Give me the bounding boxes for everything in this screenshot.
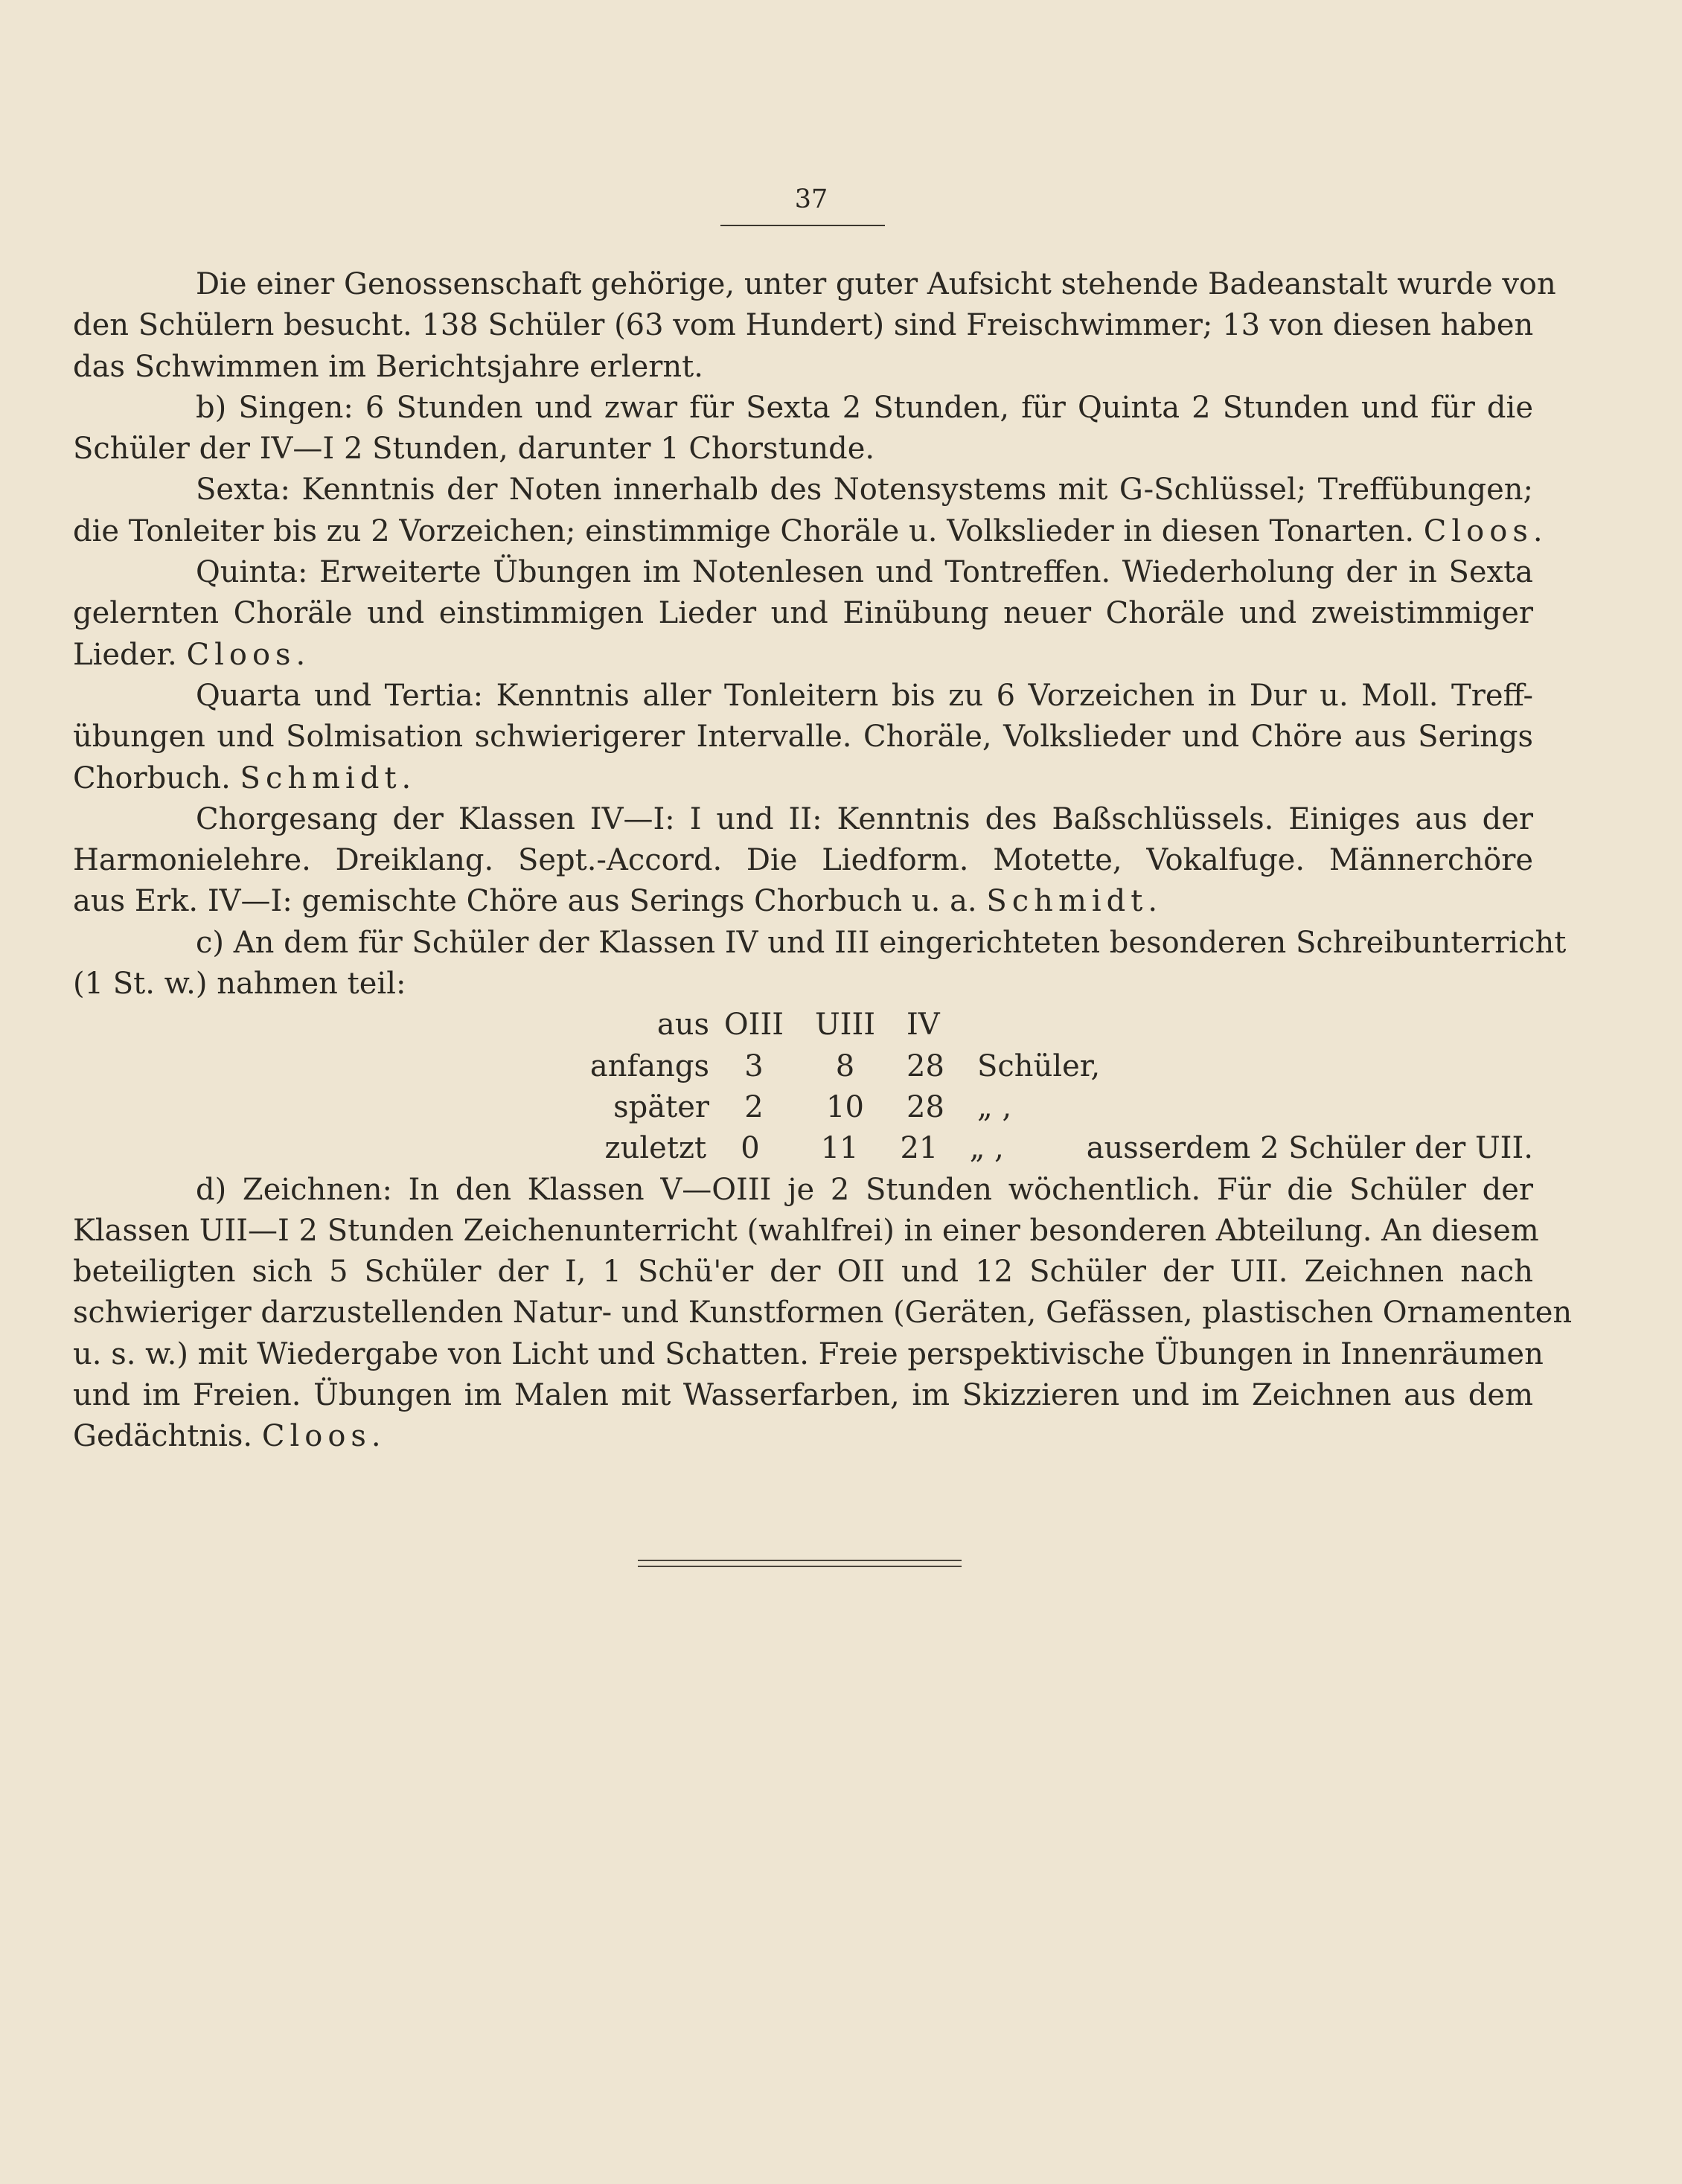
table-cell-iv: 21: [900, 1131, 938, 1166]
table-header-label: aus: [656, 1008, 709, 1043]
line-text: die Tonleiter bis zu 2 Vorzeichen; einstimmige Choräle u. Volkslieder in diesen Tonarten.: [73, 513, 1415, 548]
table-header-oiii: OIII: [723, 1008, 784, 1043]
text-line: c) An dem für Schüler der Klassen IV und III eingerichteten besonderen Schreibunterricht: [196, 925, 1567, 960]
text-line: übungen und Solmisation schwierigerer Intervalle. Choräle, Volkslieder und Chöre aus Serings: [73, 720, 1533, 755]
text-line: Quinta: Erweiterte Übungen im Notenlesen und Tontreffen. Wiederholung der in Sexta: [196, 555, 1533, 590]
table-header-row: [73, 1005, 1533, 1045]
table-cell-unit: Schüler,: [977, 1048, 1101, 1083]
teacher-name: Cloos.: [186, 637, 311, 672]
table-cell-uiii: 10: [826, 1089, 864, 1124]
teacher-name: Cloos.: [261, 1419, 386, 1454]
table-cell-oiii: 2: [744, 1089, 764, 1124]
text-line: Die einer Genossenschaft gehörige, unter guter Aufsicht stehende Badeanstalt wurde von: [196, 267, 1556, 301]
table-row: [73, 1128, 1533, 1169]
text-line: d) Zeichnen: In den Klassen V—OIII je 2 Stunden wöchentlich. Für die Schüler der: [196, 1172, 1533, 1207]
text-line: [73, 635, 1533, 676]
table-cell-oiii: 3: [744, 1048, 764, 1083]
table-header-iv: IV: [906, 1008, 940, 1043]
text-line: Sexta: Kenntnis der Noten innerhalb des Notensystems mit G-Schlüssel; Treffübungen;: [196, 473, 1533, 507]
page-number: 37: [794, 185, 828, 214]
text-line: Harmonielehre. Dreiklang. Sept.-Accord. Die Liedform. Motette, Vokalfuge. Männerchöre: [73, 843, 1533, 878]
teacher-name: Schmidt.: [240, 760, 417, 795]
page-number-rule: [720, 225, 885, 226]
table-row-label: später: [613, 1089, 709, 1124]
table-row-label: zuletzt: [604, 1131, 707, 1166]
text-line: Schüler der IV—I 2 Stunden, darunter 1 Chorstunde.: [73, 432, 875, 467]
line-text: Lieder.: [73, 637, 177, 672]
table-cell-unit: „ ,: [977, 1089, 1012, 1124]
text-line: schwieriger darzustellenden Natur- und Kunstformen (Geräten, Gefässen, plastischen Ornamenten: [73, 1296, 1573, 1330]
table-cell-iv: 28: [906, 1089, 944, 1124]
text-line: gelernten Choräle und einstimmigen Lieder und Einübung neuer Choräle und zweistimmiger: [73, 596, 1533, 631]
closing-double-rule: [638, 1560, 962, 1567]
table-cell-oiii: 0: [741, 1131, 760, 1166]
text-line: Klassen UII—I 2 Stunden Zeichenunterricht (wahlfrei) in einer besonderen Abteilung. An diesem: [73, 1213, 1539, 1248]
text-line: b) Singen: 6 Stunden und zwar für Sexta 2 Stunden, für Quinta 2 Stunden und für die: [196, 390, 1533, 425]
text-line: beteiligten sich 5 Schüler der I, 1 Schü'er der OII und 12 Schüler der UII. Zeichnen nach: [73, 1255, 1533, 1290]
text-line: [73, 511, 1548, 552]
table-cell-uiii: 11: [820, 1131, 859, 1166]
table-cell-note: ausserdem 2 Schüler der UII.: [1086, 1131, 1533, 1166]
teacher-name: Cloos.: [1423, 513, 1548, 548]
text-line: [73, 881, 1533, 922]
text-line: Quarta und Tertia: Kenntnis aller Tonleitern bis zu 6 Vorzeichen in Dur u. Moll. Treff-: [196, 678, 1533, 713]
text-line: und im Freien. Übungen im Malen mit Wasserfarben, im Skizzieren und im Zeichnen aus dem: [73, 1378, 1533, 1413]
table-cell-uiii: 8: [835, 1048, 855, 1083]
text-line: das Schwimmen im Berichtsjahre erlernt.: [73, 349, 703, 384]
text-line: [73, 1416, 1533, 1457]
text-line: u. s. w.) mit Wiedergabe von Licht und Schatten. Freie perspektivische Übungen in Innenräumen: [73, 1336, 1544, 1371]
line-text: Gedächtnis.: [73, 1419, 253, 1454]
table-row: [73, 1046, 1533, 1087]
table-header-uiii: UIII: [814, 1008, 876, 1043]
text-line: Chorgesang der Klassen IV—I: I und II: Kenntnis des Baßschlüssels. Einiges aus der: [196, 801, 1533, 836]
line-text: Chorbuch.: [73, 760, 231, 795]
table-cell-iv: 28: [906, 1048, 944, 1083]
teacher-name: Schmidt.: [986, 884, 1163, 919]
text-line: den Schülern besucht. 138 Schüler (63 vom Hundert) sind Freischwimmer; 13 von diesen haben: [73, 308, 1534, 343]
table-row: [73, 1087, 1533, 1128]
line-text: aus Erk. IV—I: gemischte Chöre aus Serings Chorbuch u. a.: [73, 884, 977, 919]
text-line: [73, 758, 1533, 799]
body-text: [73, 264, 1573, 1458]
table-cell-unit: „ ,: [969, 1131, 1004, 1166]
table-row-label: anfangs: [589, 1048, 709, 1083]
text-line: (1 St. w.) nahmen teil:: [73, 967, 406, 1002]
